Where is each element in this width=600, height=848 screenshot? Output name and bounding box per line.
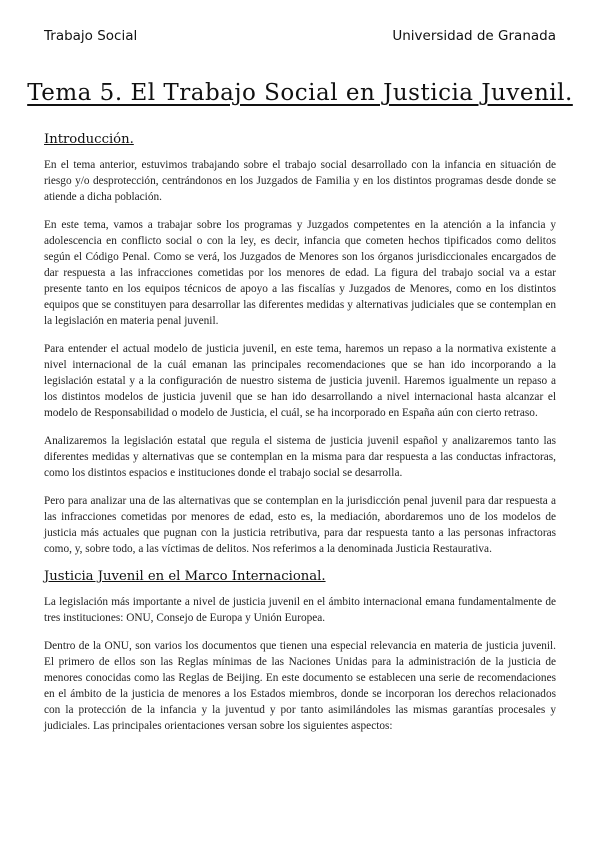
section-heading: Justicia Juvenil en el Marco Internacional.	[44, 569, 326, 584]
paragraph: Para entender el actual modelo de justicia juvenil, en este tema, haremos un repaso a la normativa existente a nivel internacional de la cuál emanan las principales recomendaciones que se han ido incorporando a la legislación estatal y a la configuración de nuestro sistema de justicia juvenil. Haremos igualmente un repaso a los distintos modelos de justicia juvenil que se han ido desarrollando a nivel internacional hasta alcanzar el modelo de Responsabilidad o modelo de Justicia, el cuál, se ha incorporado en España aún con cierto retraso.	[44, 343, 556, 419]
header-university: Universidad de Granada	[392, 28, 556, 44]
paragraph: Analizaremos la legislación estatal que regula el sistema de justicia juvenil español y analizaremos tanto las diferentes medidas y alternativas que se contemplan en la misma para dar respuesta a las conductas infractoras, como los distintos espacios e instituciones donde el trabajo social se desarrolla.	[44, 435, 556, 479]
header-course: Trabajo Social	[44, 28, 138, 44]
paragraph: Pero para analizar una de las alternativas que se contemplan en la jurisdicción penal juvenil para dar respuesta a las infracciones cometidas por menores de edad, esto es, la mediación, abordaremos uno de los modelos de justicia más actuales que pugnan con la justicia retributiva, para dar respuesta tanto a las personas infractoras como, y, sobre todo, a las víctimas de delitos. Nos referimos a la denominada Justicia Restaurativa.	[44, 495, 556, 555]
section-introduccion	[44, 132, 556, 557]
paragraph: Dentro de la ONU, son varios los documentos que tienen una especial relevancia en materia de justicia juvenil. El primero de ellos son las Reglas mínimas de las Naciones Unidas para la administración de la justicia de menores conocidas como las Reglas de Beijing. En este documento se establecen una serie de recomendaciones en el ámbito de la justicia de menores a los Estados miembros, donde se incorporan los derechos relacionados con la protección de la infancia y la juventud y por tanto asimilándoles las mismas garantías procesales y judiciales. Las principales orientaciones versan sobre los siguientes aspectos:	[44, 640, 556, 732]
paragraph: En el tema anterior, estuvimos trabajando sobre el trabajo social desarrollado con la infancia en situación de riesgo y/o desprotección, centrándonos en los Juzgados de Familia y en los distintos programas desde donde se atiende a dicha población.	[44, 159, 556, 203]
page-title: Tema 5. El Trabajo Social en Justicia Juvenil.	[27, 80, 573, 106]
section-heading: Introducción.	[44, 132, 134, 147]
document-body	[44, 132, 556, 746]
page-header	[44, 28, 556, 44]
paragraph: La legislación más importante a nivel de justicia juvenil en el ámbito internacional emana fundamentalmente de tres instituciones: ONU, Consejo de Europa y Unión Europea.	[44, 596, 556, 624]
section-marco-internacional	[44, 569, 556, 734]
paragraph: En este tema, vamos a trabajar sobre los programas y Juzgados competentes en la atención a la infancia y adolescencia en conflicto social o con la ley, es decir, infancia que cometen hechos tipificados como delitos según el Código Penal. Como se verá, los Juzgados de Menores son los órganos jurisdiccionales encargados de dar respuesta a las infracciones cometidas por los menores de edad. La figura del trabajo social va a estar presente tanto en los equipos técnicos de apoyo a las fiscalías y Juzgados de Menores, como en los distintos equipos que se constituyen para desarrollar las diferentes medidas y alternativas judiciales que se contemplan en la legislación en materia penal juvenil.	[44, 219, 556, 327]
